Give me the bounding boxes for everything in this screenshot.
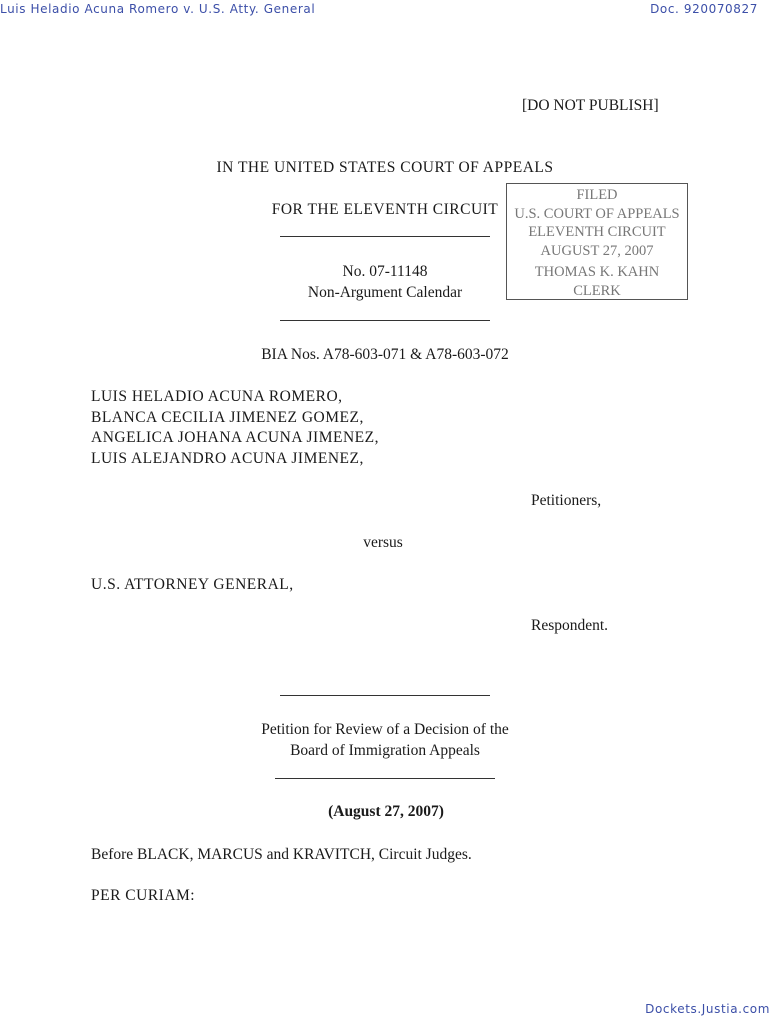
case-number: No. 07-11148 [342, 263, 428, 280]
header-case-title-link[interactable]: Luis Heladio Acuna Romero v. U.S. Atty. General [0, 2, 316, 16]
divider [275, 778, 495, 779]
footer-source-link[interactable]: Dockets.Justia.com [645, 1002, 770, 1016]
decision-date: (August 27, 2007) [328, 803, 444, 820]
petitioner-name: LUIS HELADIO ACUNA ROMERO, [91, 388, 343, 405]
calendar-type: Non-Argument Calendar [307, 284, 463, 301]
stamp-court: U.S. COURT OF APPEALS [514, 205, 680, 222]
panel-judges: Before BLACK, MARCUS and KRAVITCH, Circuit Judges. [91, 846, 472, 863]
petitioner-name: BLANCA CECILIA JIMENEZ GOMEZ, [91, 409, 364, 426]
respondent-label: Respondent. [531, 617, 609, 634]
header-doc-number-link[interactable]: Doc. 920070827 [650, 2, 758, 16]
petitioner-name: LUIS ALEJANDRO ACUNA JIMENEZ, [91, 450, 364, 467]
stamp-filed: FILED [576, 187, 618, 203]
petitioners-label: Petitioners, [531, 492, 602, 509]
versus-text: versus [363, 534, 403, 551]
stamp-circuit: ELEVENTH CIRCUIT [528, 224, 666, 240]
petitioner-name: ANGELICA JOHANA ACUNA JIMENEZ, [91, 429, 379, 446]
filed-stamp [506, 183, 688, 300]
circuit-name: FOR THE ELEVENTH CIRCUIT [271, 201, 499, 218]
petition-line-2: Board of Immigration Appeals [290, 742, 480, 759]
stamp-date: AUGUST 27, 2007 [540, 242, 654, 259]
petition-line-1: Petition for Review of a Decision of the [261, 721, 509, 738]
divider [280, 320, 490, 321]
per-curiam: PER CURIAM: [91, 887, 196, 904]
respondent-name: U.S. ATTORNEY GENERAL, [91, 576, 294, 593]
divider [280, 236, 490, 237]
publish-notice: [DO NOT PUBLISH] [522, 97, 659, 114]
bia-numbers: BIA Nos. A78-603-071 & A78-603-072 [261, 346, 509, 363]
stamp-clerk-title: CLERK [573, 282, 621, 299]
divider [280, 695, 490, 696]
stamp-clerk-name: THOMAS K. KAHN [534, 264, 660, 280]
court-name: IN THE UNITED STATES COURT OF APPEALS [216, 159, 554, 176]
